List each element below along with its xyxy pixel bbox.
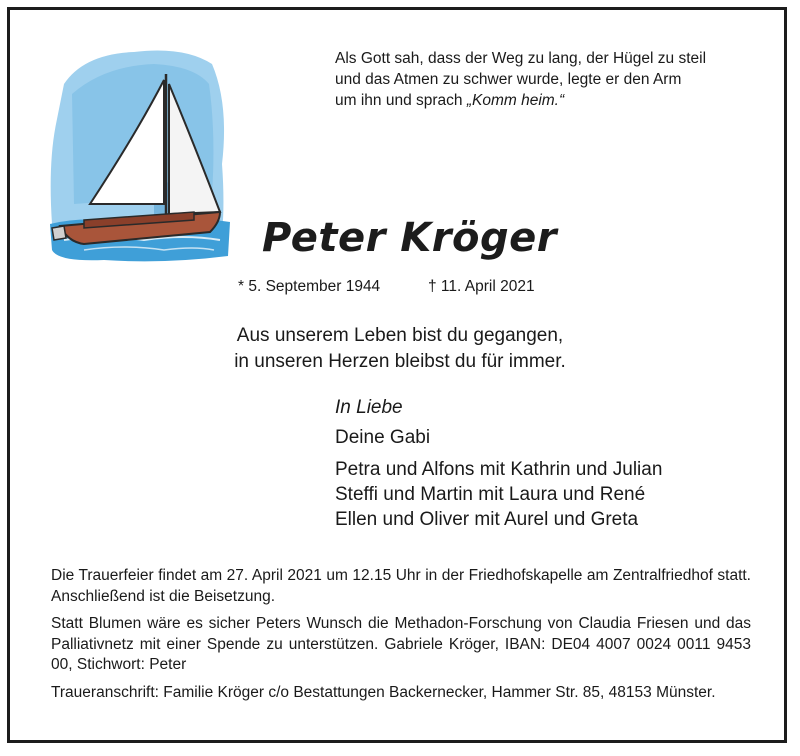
deceased-name: Peter Kröger — [262, 215, 557, 261]
quote-line-1: Als Gott sah, dass der Weg zu lang, der Hügel zu steil — [335, 50, 707, 67]
family-children-1: Petra und Alfons mit Kathrin und Julian — [335, 459, 663, 480]
notice-details — [51, 566, 751, 710]
family-children-2: Steffi und Martin mit Laura und René — [335, 484, 646, 505]
verse-line-2: in unseren Herzen bleibst du für immer. — [234, 351, 566, 372]
death-date: † 11. April 2021 — [428, 278, 535, 295]
ceremony-info: Die Trauerfeier findet am 27. April 2021 um 12.15 Uhr in der Friedhofskapelle am Zentralfriedhof statt. Anschließend ist die Beisetzung. — [51, 567, 751, 605]
quote-emphasis: „Komm heim.“ — [466, 92, 565, 109]
quote-line-2: und das Atmen zu schwer wurde, legte er den Arm — [335, 71, 682, 88]
birth-date: * 5. September 1944 — [238, 278, 381, 295]
mourning-address: Traueranschrift: Familie Kröger c/o Bestattungen Backernecker, Hammer Str. 85, 48153 Münster. — [51, 683, 716, 701]
verse-line-1: Aus unserem Leben bist du gegangen, — [236, 325, 564, 346]
family-children-3: Ellen und Oliver mit Aurel und Greta — [335, 509, 639, 530]
donation-info: Statt Blumen wäre es sicher Peters Wunsch die Methadon-Forschung von Claudia Friesen und das Palliativnetz mit einer Spende zu unterstützen. Gabriele Kröger, IBAN: DE04 4007 0024 0011 9453 00, Stichwort: Peter — [51, 615, 751, 673]
quote — [335, 48, 775, 111]
family-signature — [335, 395, 775, 532]
family-spouse: Deine Gabi — [335, 427, 431, 448]
quote-line-3-text: um ihn und sprach — [335, 92, 467, 109]
quote-line-3 — [335, 90, 775, 111]
memorial-verse — [150, 323, 650, 375]
family-intro: In Liebe — [335, 397, 403, 418]
sailboat-icon — [44, 44, 234, 264]
